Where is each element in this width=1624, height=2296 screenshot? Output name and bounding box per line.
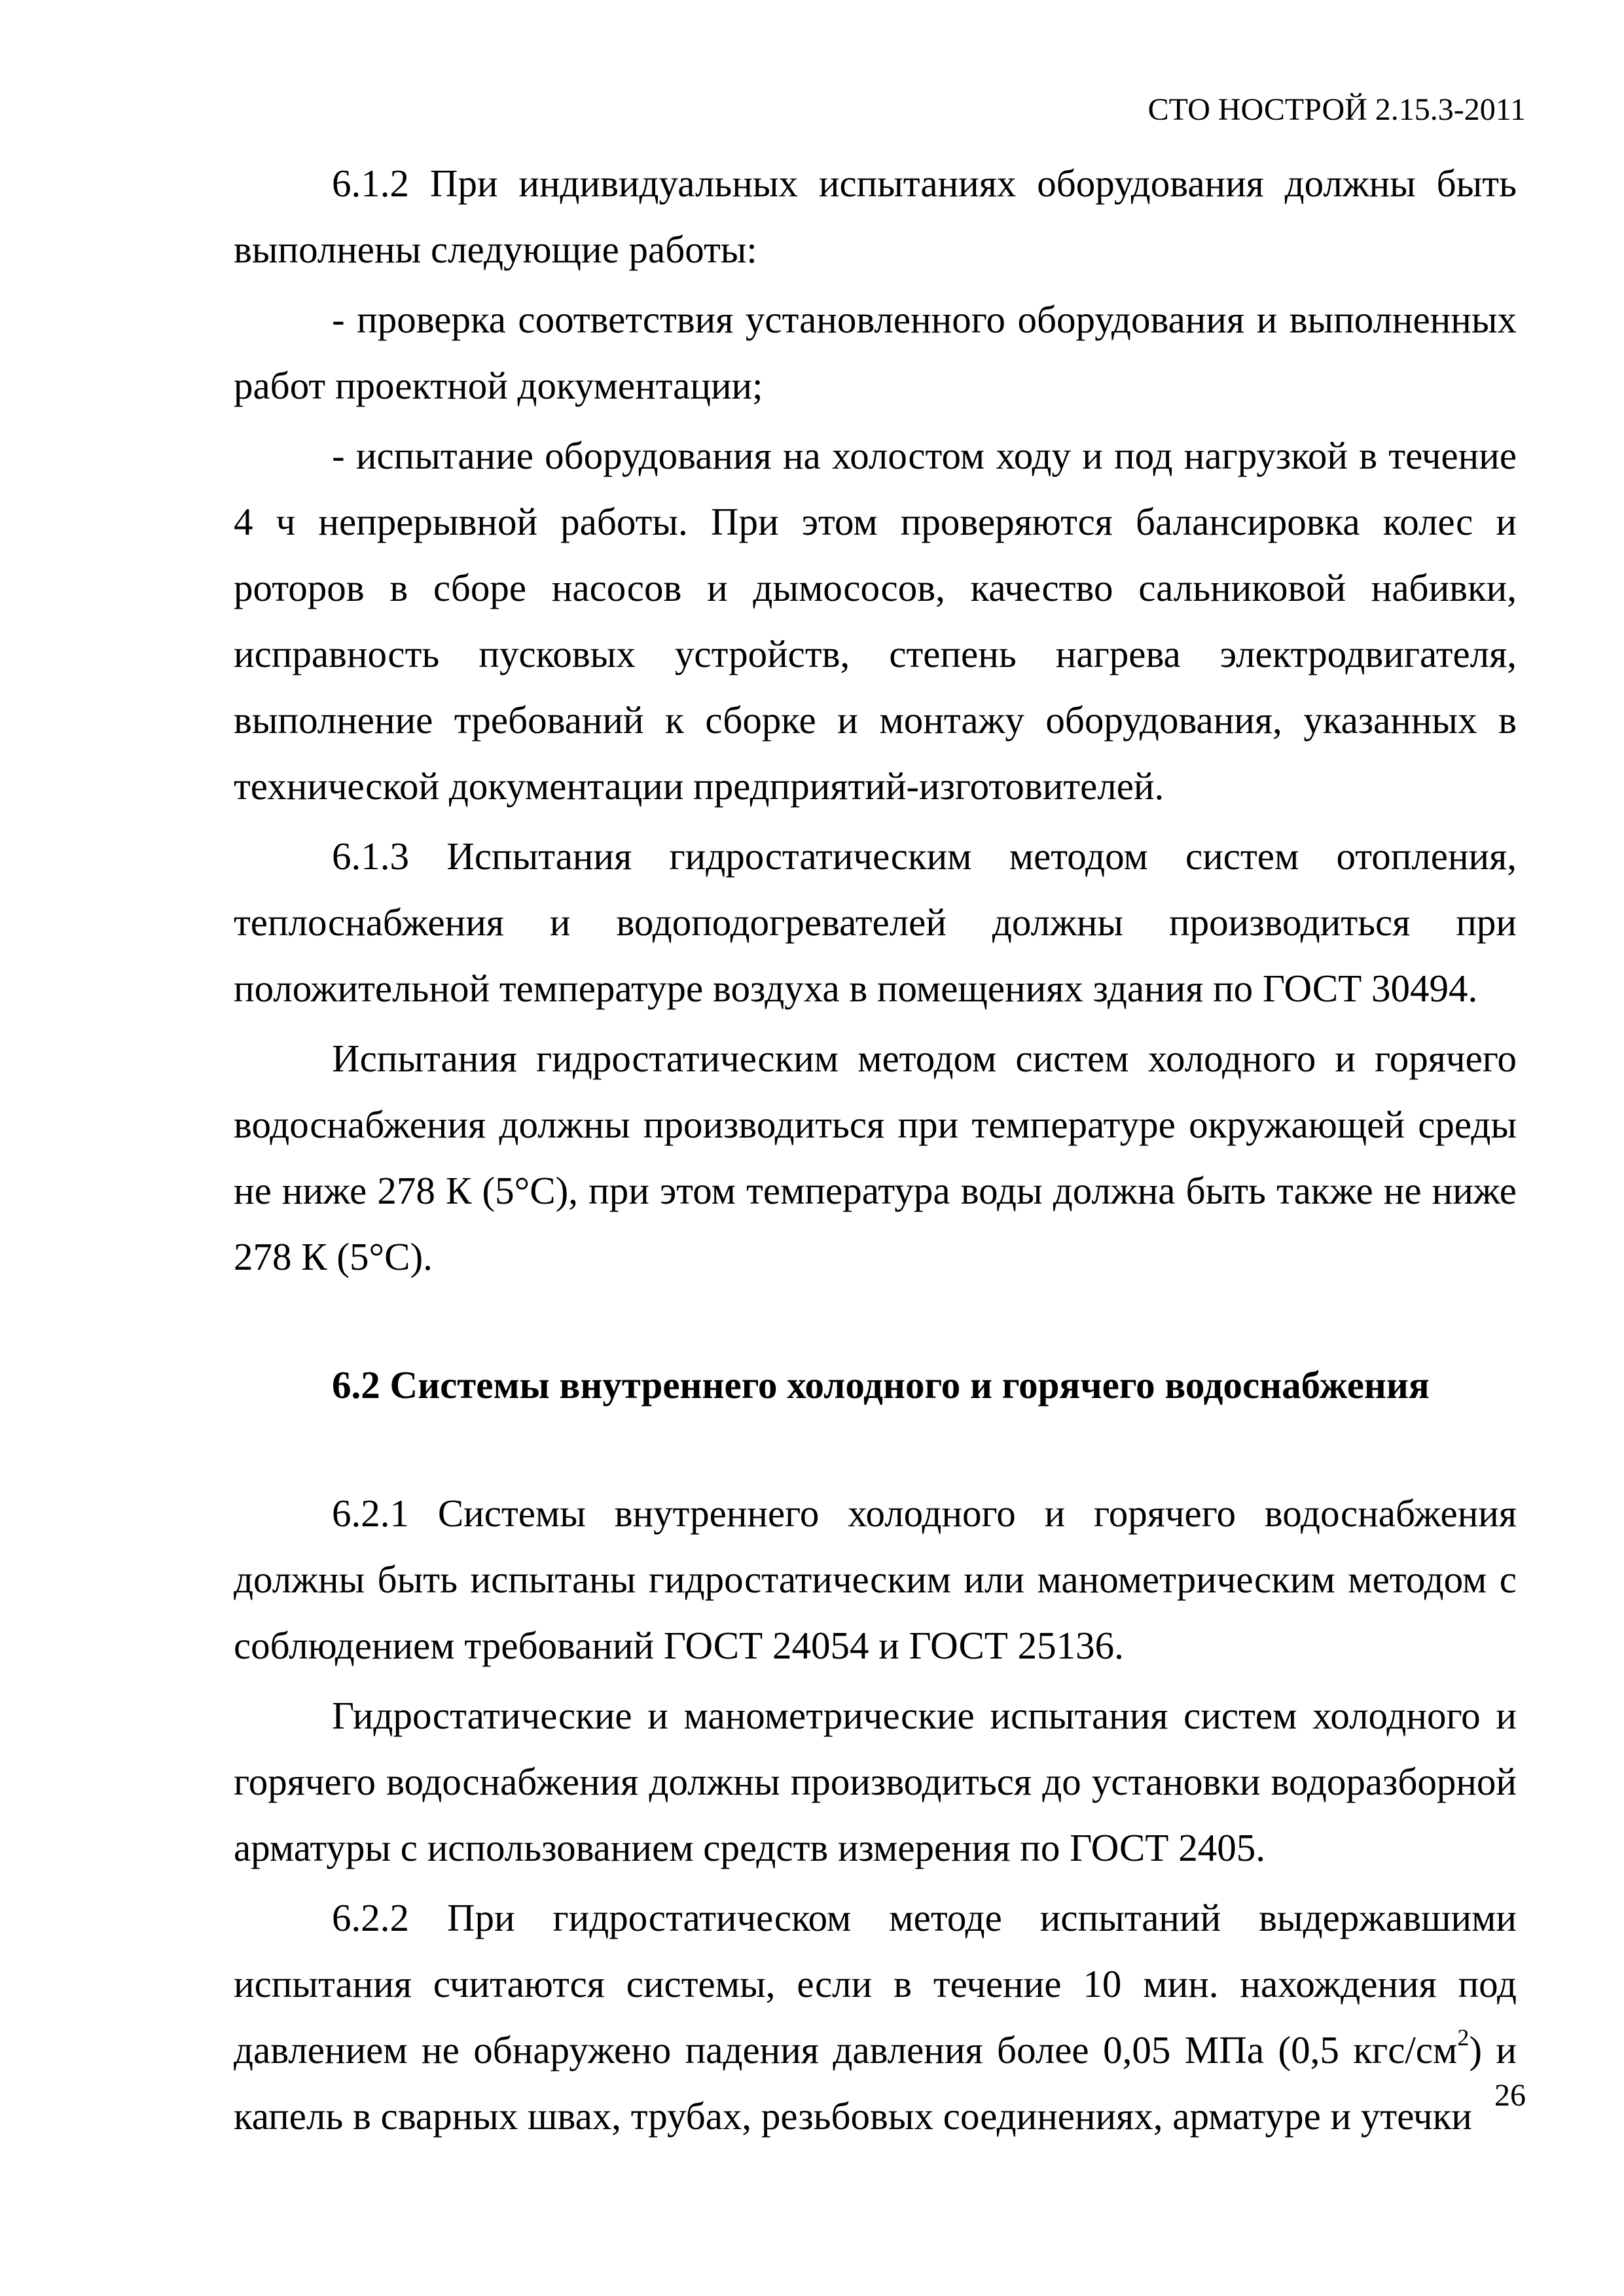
paragraph-6-2-2-text-end: ) и капель в сварных швах, трубах, резьбовых соединениях, арматуре и утечки [234, 2028, 1517, 2138]
paragraph-6-1-3: 6.1.3 Испытания гидростатическим методом систем отопления, теплоснабжения и водоподогревателей должны производиться при положительной температуре воздуха в помещениях здания по ГОСТ 30494. [234, 834, 1517, 1010]
paragraph-6-2-1-continued: Гидростатические и манометрические испытания систем холодного и горячего водоснабжения должны производиться до установки водоразборной арматуры с использованием средств измерения по ГОСТ 2405. [234, 1694, 1517, 1869]
list-item-idle-test: - испытание оборудования на холостом ходу и под нагрузкой в течение 4 ч непрерывной работы. При этом проверяются балансировка колес и роторов в сборе насосов и дымососов, качество сальниковой набивки, исправность пусковых устройств, степень нагрева электродвигателя, выполнение требований к сборке и монтажу оборудования, указанных в технической документации предприятий-изготовителей. [234, 434, 1517, 808]
list-item-inspection: - проверка соответствия установленного оборудования и выполненных работ проектной документации; [234, 298, 1517, 407]
page-content [234, 151, 1517, 2149]
paragraph-6-1-2: 6.1.2 При индивидуальных испытаниях оборудования должны быть выполнены следующие работы: [234, 162, 1517, 271]
superscript-squared: 2 [1457, 2024, 1470, 2051]
paragraph-6-2-1: 6.2.1 Системы внутреннего холодного и горячего водоснабжения должны быть испытаны гидростатическим или манометрическим методом с соблюдением требований ГОСТ 24054 и ГОСТ 25136. [234, 1492, 1517, 1667]
paragraph-6-1-3-continued: Испытания гидростатическим методом систем холодного и горячего водоснабжения должны производиться при температуре окружающей среды не ниже 278 К (5°С), при этом температура воды должна быть также не ниже 278 К (5°С). [234, 1037, 1517, 1278]
document-code-header: СТО НОСТРОЙ 2.15.3-2011 [1147, 92, 1526, 127]
page-number: 26 [1494, 2078, 1526, 2113]
paragraph-6-2-2-text-start: 6.2.2 При гидростатическом методе испытаний выдержавшими испытания считаются системы, если в течение 10 мин. нахождения под давлением не обнаружено падения давления более 0,05 МПа (0,5 кгс/см [234, 1896, 1517, 2072]
section-heading-6-2: 6.2 Системы внутреннего холодного и горячего водоснабжения [332, 1363, 1430, 1407]
paragraph-6-2-2 [234, 1885, 1517, 2149]
